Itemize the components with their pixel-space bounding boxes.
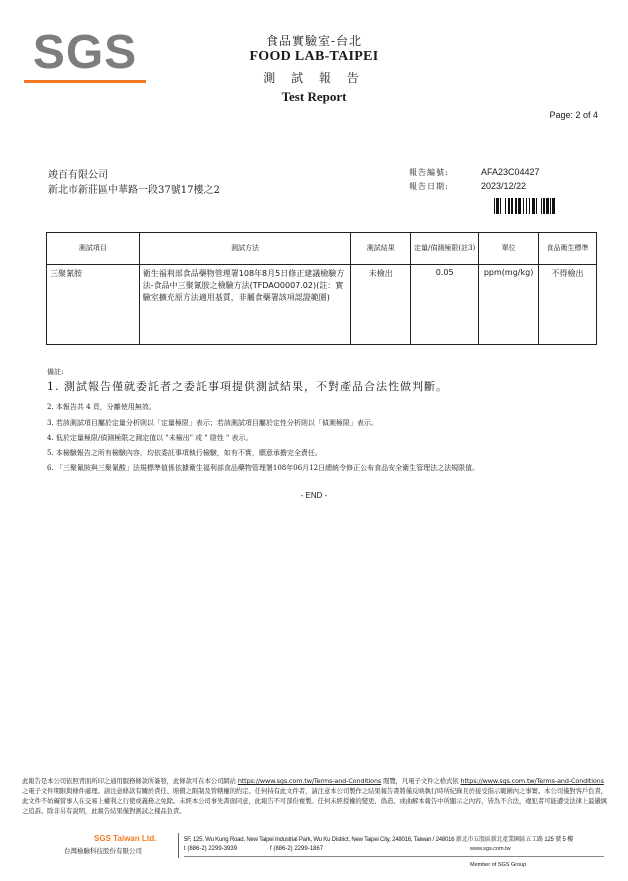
lab-name-zh: 食品實驗室-台北 — [265, 34, 363, 48]
footer-tel: t (886-2) 2299-3939 — [184, 846, 238, 852]
lab-name-en: FOOD LAB-TAIPEI — [249, 49, 379, 64]
table-header-row — [47, 233, 597, 265]
sgs-logo-text: SGS — [32, 26, 138, 79]
notes-label: 備註: — [47, 368, 64, 376]
note-item: 2. 本報告共 4 頁，分離使用無效。 — [47, 403, 156, 411]
terms-link[interactable]: https://www.sgs.com.tw/Terms-and-Conditions — [237, 777, 382, 785]
footer-divider — [178, 833, 179, 858]
cell-unit: ppm(mg/kg) — [479, 265, 539, 345]
terms-link[interactable]: https://www.sgs.com.tw/Terms-and-Conditions — [460, 777, 604, 785]
doc-title-zh: 測 試 報 告 — [263, 71, 365, 85]
header-test-result: 測試結果 — [351, 233, 411, 265]
client-address: 新北市新莊區中華路一段37號17樓之2 — [48, 185, 220, 196]
header-unit: 單位 — [479, 233, 539, 265]
cell-method: 衛生福利部食品藥物管理署108年8月5日修正建議檢驗方法-食品中三聚氰胺之檢驗方法(TFDAO0007.02)(註：實驗室擴充原方法適用基質，非屬食藥署該項認證範圍) — [139, 265, 351, 345]
note-item: 1. 測試報告僅就委託者之委託事項提供測試結果，不對產品合法性做判斷。 — [47, 380, 448, 393]
note-item: 3. 若該測試項目屬於定量分析則以「定量極限」表示；若該測試項目屬於定性分析則以「偵測極限」表示。 — [47, 419, 378, 427]
header-standard: 食品衛生標準 — [539, 233, 597, 265]
disclaimer-text: 之電子文件期限與條件處理。請注意條款有關於責任、賠償之限制及管轄權的約定。任何持有此文件者，請注意本公司製作之結果報告書將僅反映執行時所紀錄且於接受指示範圍內之事實。本公司僅對客戶負責，此文件不妨礙當事人在交易上權利之行使或義務之免除。未經本公司事先書面同意，此報告不可部份複製。任何未經授權的變更、偽造、或曲解本報告中所顯示之內容，皆為不合法，違犯者可能遭受法律上最嚴厲之追訴。除非另有說明，此報告結果僅對測試之樣品負責。 — [22, 787, 608, 815]
footer-company-zh: 台灣檢驗科技股份有限公司 — [64, 847, 142, 855]
report-date: 2023/12/22 — [481, 181, 527, 191]
footer-company-en: SGS Taiwan Ltd. — [94, 834, 157, 843]
header-test-method: 測試方法 — [139, 233, 351, 265]
table-row — [47, 265, 597, 345]
report-number-label: 報告編號: — [409, 168, 449, 177]
report-number: AFA23C04427 — [481, 167, 540, 177]
note-item: 4. 低於定量極限/偵測極限之測定值以 "未檢出" 或 " 陰性 " 表示。 — [47, 434, 253, 442]
cell-limit: 0.05 — [411, 265, 479, 345]
footer-website[interactable]: www.sgs.com.tw — [470, 846, 511, 852]
note-item: 5. 本檢驗報告之所有檢驗內容，均依委託事項執行檢驗，如有不實，願意承擔完全責任。 — [47, 449, 322, 457]
header-limit: 定量/偵測極限(註3) — [411, 233, 479, 265]
page-number: Page: 2 of 4 — [549, 110, 598, 120]
test-results-table — [46, 232, 597, 345]
cell-standard: 不得檢出 — [539, 265, 597, 345]
barcode — [494, 198, 582, 214]
cell-result: 未檢出 — [351, 265, 411, 345]
client-name: 竣百有限公司 — [48, 170, 108, 181]
footer-fax: f (886-2) 2299-1867 — [270, 846, 324, 852]
footer-rule — [184, 856, 604, 857]
doc-title-en: Test Report — [281, 89, 347, 104]
end-mark: - END - — [300, 491, 328, 500]
header-test-item: 測試項目 — [47, 233, 140, 265]
note-item: 6. 「三聚氰胺與三聚氰酸」法規標準值係依據衛生福利部食品藥物管理署108年06月12日總統令修正公布食品安全衛生管理法之法規限值。 — [47, 464, 480, 472]
barcode-gap — [555, 198, 559, 214]
disclaimer-text: 閱覽，凡電子文件之格式依 — [383, 777, 459, 785]
footer-address: 5F, 125, Wu Kung Road, New Taipei Industrial Park, Wu Ku District, New Taipei City, 248016, Taiwan / 248016 新北市五股區新北產業園區五工路 125 號 5 樓 — [184, 837, 573, 843]
cell-item: 三聚氰胺 — [47, 265, 140, 345]
report-date-label: 報告日期: — [409, 182, 449, 191]
footer-member: Member of SGS Group — [470, 862, 527, 868]
disclaimer-text: 此報告是本公司依照背面所印之通用服務條款所簽發，此條款可在本公司網站 — [22, 777, 236, 785]
disclaimer — [22, 776, 608, 816]
